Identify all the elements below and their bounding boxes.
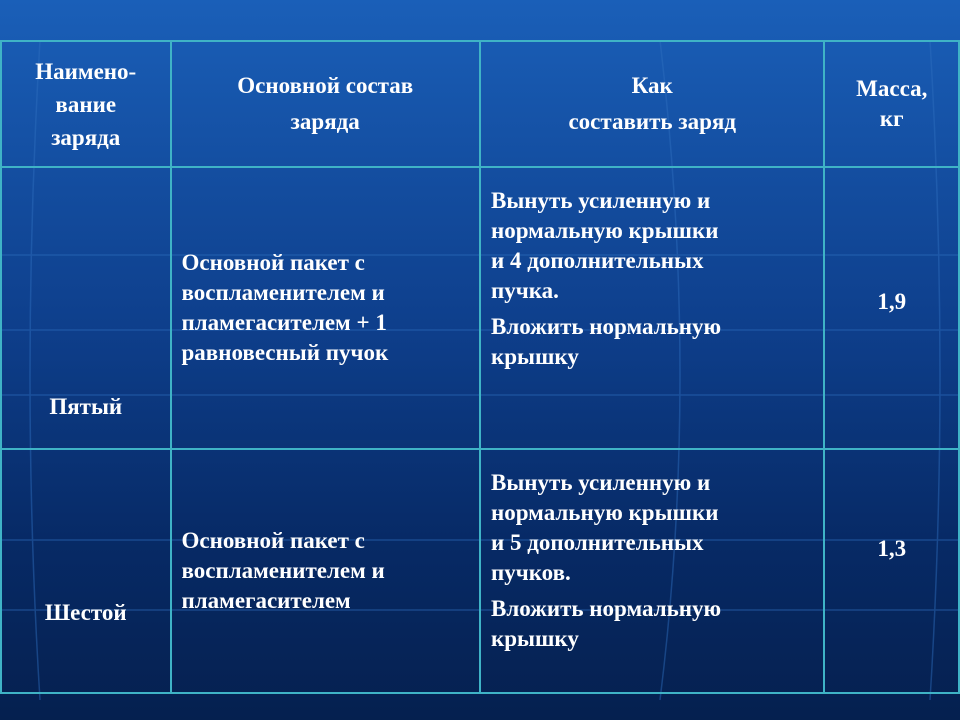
charge-mass: 1,3 — [824, 449, 959, 693]
charge-name: Шестой — [1, 449, 171, 693]
header-mass: Масса, кг — [824, 41, 959, 167]
header-name: Наимено- вание заряда — [1, 41, 171, 167]
charge-composition: Основной пакет с воспламенителем и пламегасителем — [171, 449, 480, 693]
header-how: Как составить заряд — [480, 41, 824, 167]
instruction-step-2: Вложить нормальную крышку — [490, 314, 722, 369]
charges-table — [0, 40, 960, 694]
table-row — [1, 449, 959, 693]
charge-name: Пятый — [1, 167, 171, 449]
header-composition: Основной состав заряда — [171, 41, 480, 167]
charge-instructions: Вынуть усиленную и нормальную крышки и 5 дополнительных пучков. Вложить нормальную крышку — [480, 449, 824, 693]
charge-instructions: Вынуть усиленную и нормальную крышки и 4 дополнительных пучка. Вложить нормальную крышку — [480, 167, 824, 449]
charge-mass: 1,9 — [824, 167, 959, 449]
instruction-step-2: Вложить нормальную крышку — [490, 596, 722, 651]
charge-composition: Основной пакет с воспламенителем и пламегасителем + 1 равновесный пучок — [171, 167, 480, 449]
table-header-row — [1, 41, 959, 167]
table-row — [1, 167, 959, 449]
